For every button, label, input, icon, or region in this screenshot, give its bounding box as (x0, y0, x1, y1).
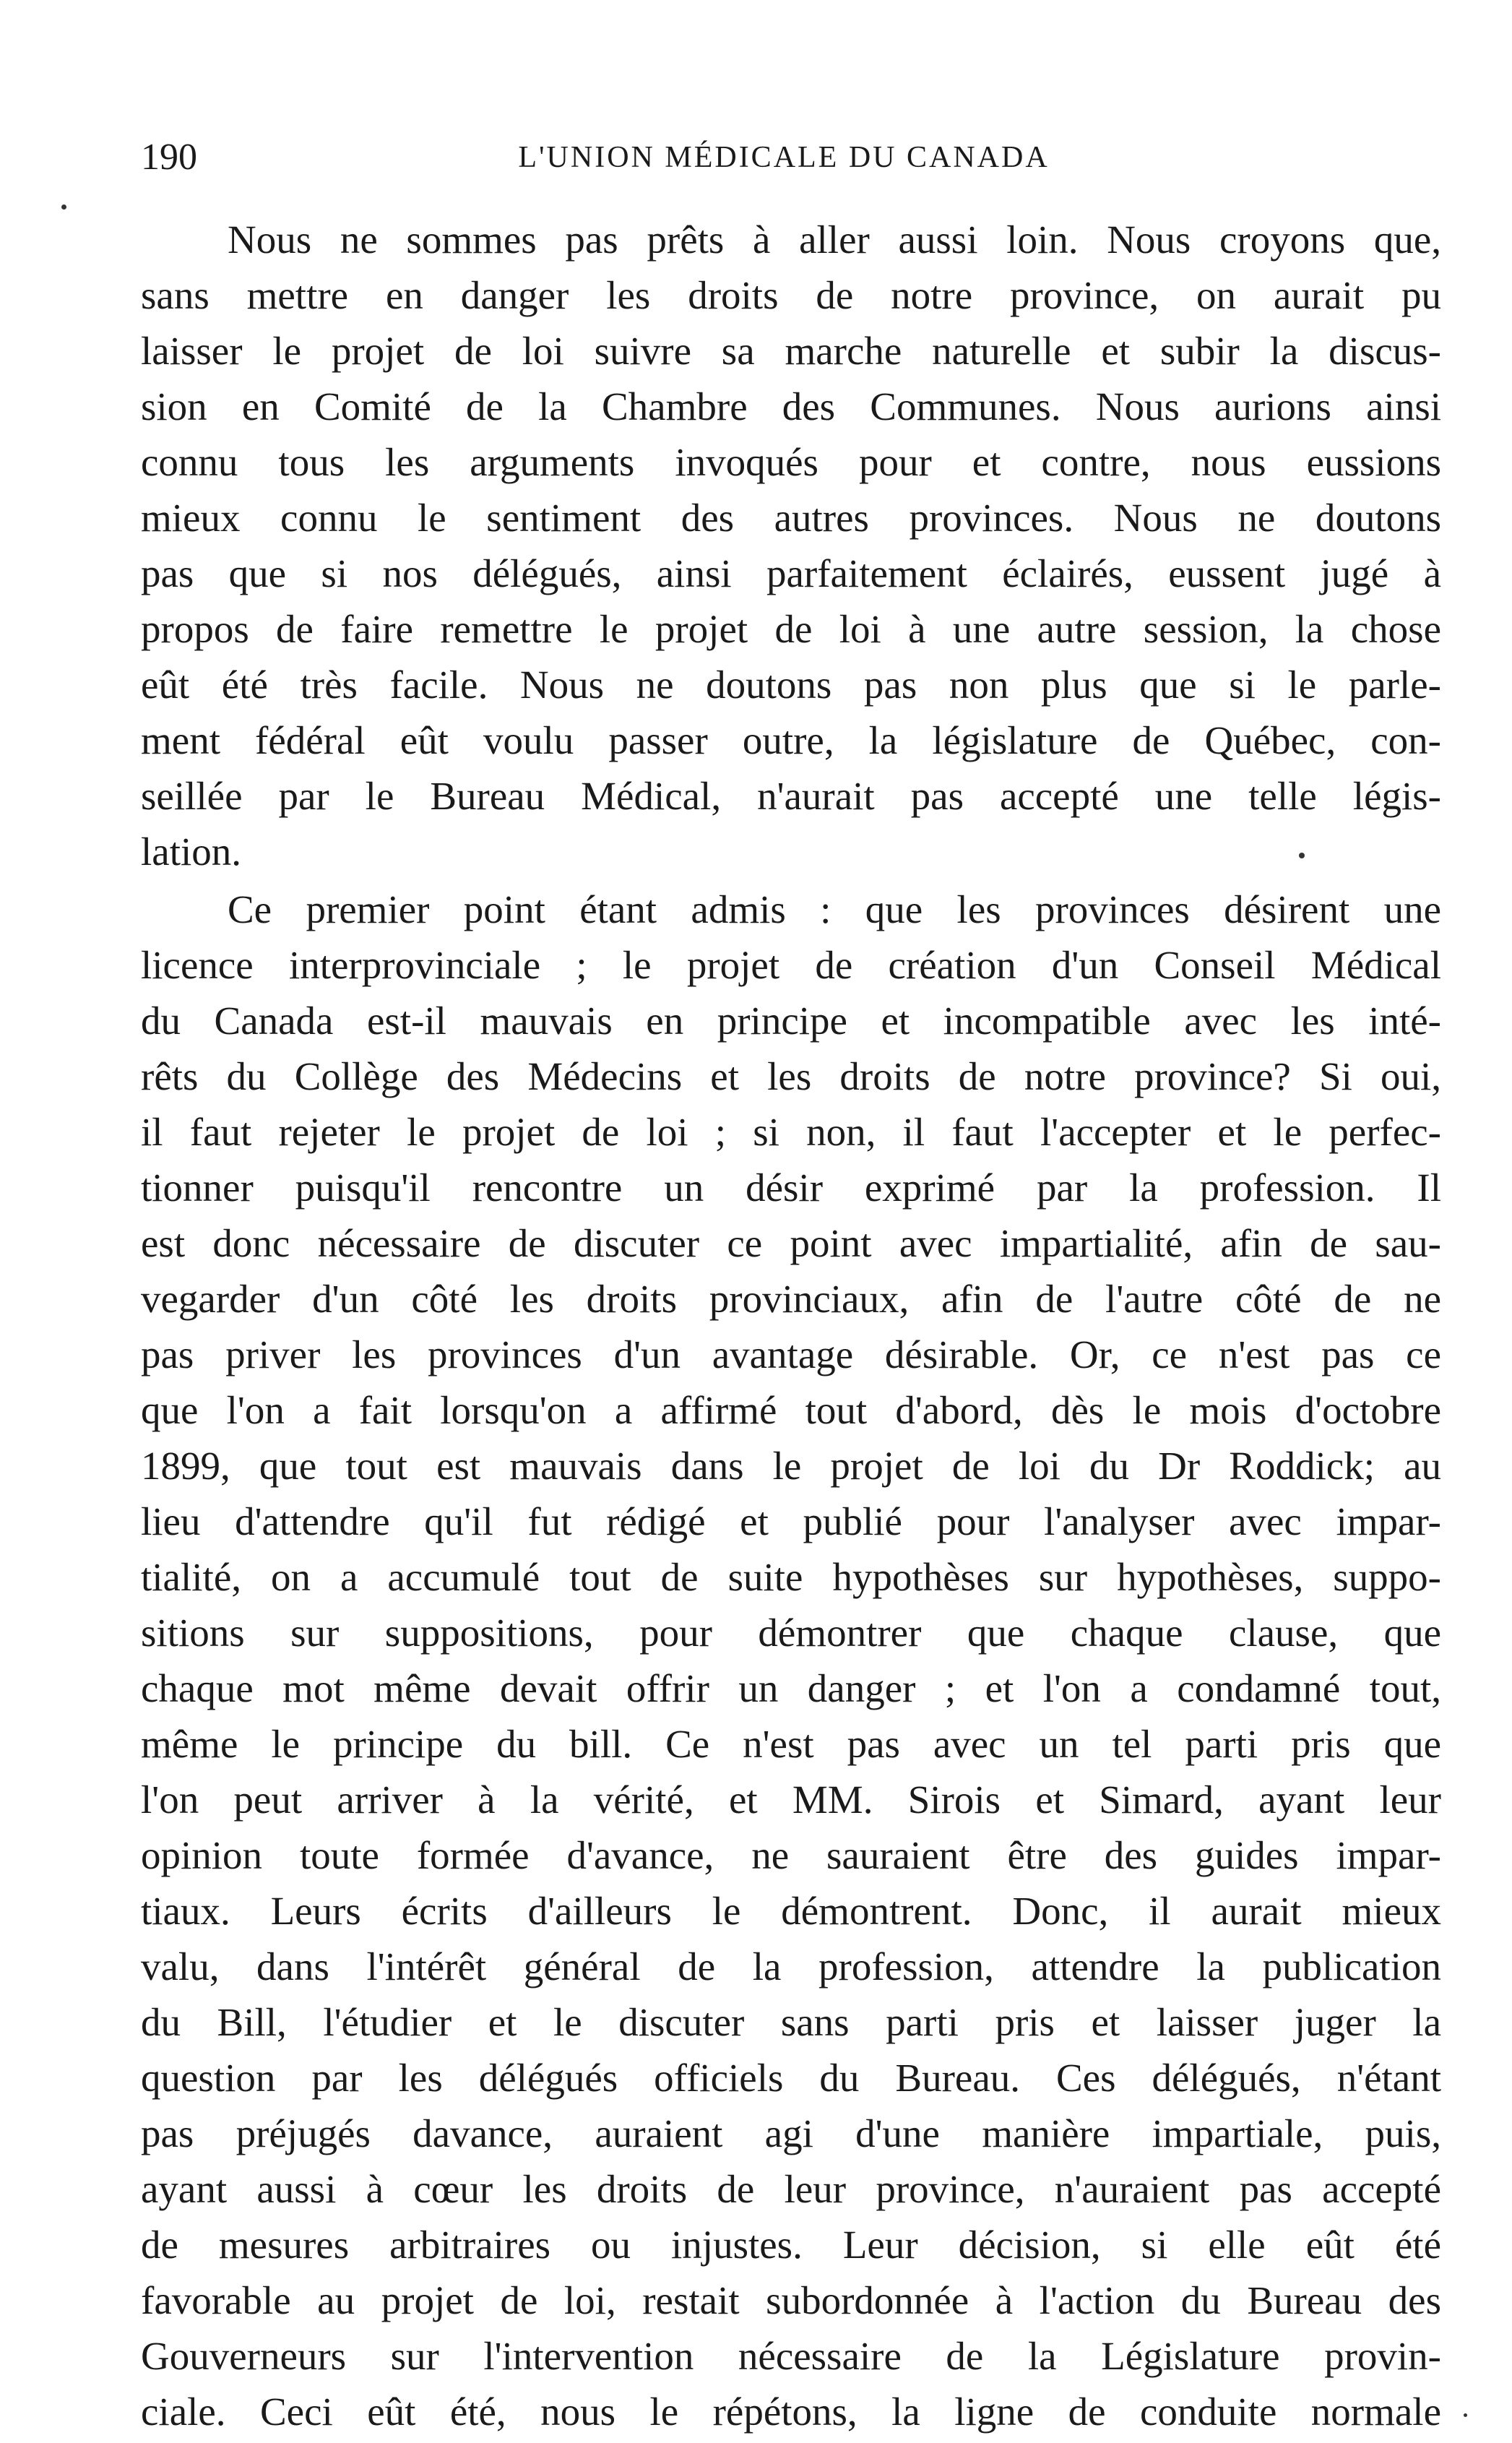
text-line: question par les délégués officiels du Bureau. Ces délégués, n'étant (141, 2056, 1441, 2100)
journal-title: L'UNION MÉDICALE DU CANADA (518, 141, 1050, 174)
text-line: il faut rejeter le projet de loi ; si non, il faut l'accepter et le perfec- (141, 1110, 1441, 1154)
text-line: sion en Comité de la Chambre des Communes. Nous aurions ainsi (141, 384, 1441, 428)
text-line: opinion toute formée d'avance, ne sauraient être des guides impar- (141, 1833, 1441, 1877)
text-line: favorable au projet de loi, restait subordonnée à l'action du Bureau des (141, 2278, 1441, 2322)
text-line: valu, dans l'intérêt général de la profession, attendre la publication (141, 1944, 1441, 1989)
paragraph-2 (141, 882, 1441, 2439)
text-line: pas priver les provinces d'un avantage désirable. Or, ce n'est pas ce (141, 1332, 1441, 1376)
text-line: ment fédéral eût voulu passer outre, la législature de Québec, con- (141, 718, 1441, 762)
text-line: Gouverneurs sur l'intervention nécessaire de la Législature provin- (141, 2334, 1441, 2378)
text-line: vegarder d'un côté les droits provinciaux, afin de l'autre côté de ne (141, 1277, 1441, 1321)
text-line: tiaux. Leurs écrits d'ailleurs le démontrent. Donc, il aurait mieux (141, 1889, 1441, 1933)
text-line: 1899, que tout est mauvais dans le projet de loi du Dr Roddick; au (141, 1444, 1441, 1488)
text-line: chaque mot même devait offrir un danger ; et l'on a condamné tout, (141, 1666, 1441, 1710)
text-line: même le principe du bill. Ce n'est pas avec un tel parti pris que (141, 1722, 1441, 1766)
paragraph-1 (141, 212, 1441, 879)
page-number: 190 (141, 137, 197, 178)
text-line: eût été très facile. Nous ne doutons pas non plus que si le parle- (141, 663, 1441, 707)
text-line: tionner puisqu'il rencontre un désir exprimé par la profession. Il (141, 1166, 1441, 1210)
text-line: du Canada est-il mauvais en principe et incompatible avec les inté- (141, 999, 1441, 1043)
text-line: pas que si nos délégués, ainsi parfaitement éclairés, eussent jugé à (141, 551, 1441, 595)
text-line: sitions sur suppositions, pour démontrer que chaque clause, que (141, 1611, 1441, 1655)
text-line: que l'on a fait lorsqu'on a affirmé tout d'abord, dès le mois d'octobre (141, 1388, 1441, 1432)
text-line: est donc nécessaire de discuter ce point avec impartialité, afin de sau- (141, 1221, 1441, 1265)
text-line: ciale. Ceci eût été, nous le répétons, la ligne de conduite normale (141, 2390, 1441, 2434)
text-line: rêts du Collège des Médecins et les droits de notre province? Si oui, (141, 1054, 1441, 1098)
text-line: licence interprovinciale ; le projet de création d'un Conseil Médical (141, 943, 1441, 987)
text-line: seillée par le Bureau Médical, n'aurait pas accepté une telle légis- (141, 774, 1441, 818)
text-line: lieu d'attendre qu'il fut rédigé et publié pour l'analyser avec impar- (141, 1499, 1441, 1543)
text-line: laisser le projet de loi suivre sa marche naturelle et subir la discus- (141, 329, 1441, 373)
text-line: connu tous les arguments invoqués pour et contre, nous eussions (141, 440, 1441, 484)
text-line: propos de faire remettre le projet de loi à une autre session, la chose (141, 607, 1441, 651)
text-line: sans mettre en danger les droits de notre province, on aurait pu (141, 273, 1441, 317)
text-line: tialité, on a accumulé tout de suite hypothèses sur hypothèses, suppo- (141, 1555, 1441, 1599)
text-line: du Bill, l'étudier et le discuter sans parti pris et laisser juger la (141, 2000, 1441, 2044)
text-line: mieux connu le sentiment des autres provinces. Nous ne doutons (141, 496, 1441, 540)
text-line: l'on peut arriver à la vérité, et MM. Sirois et Simard, ayant leur (141, 1778, 1441, 1822)
text-line: lation. (141, 830, 242, 874)
print-speck (1464, 2413, 1467, 2417)
print-speck (1299, 853, 1305, 858)
text-line: de mesures arbitraires ou injustes. Leur décision, si elle eût été (141, 2223, 1441, 2267)
text-line: ayant aussi à cœur les droits de leur province, n'auraient pas accepté (141, 2167, 1441, 2211)
text-line: Ce premier point étant admis : que les provinces désirent une (228, 887, 1441, 931)
text-line: pas préjugés davance, auraient agi d'une manière impartiale, puis, (141, 2111, 1441, 2155)
print-speck (61, 204, 66, 210)
running-head (141, 129, 1427, 186)
text-line: Nous ne sommes pas prêts à aller aussi loin. Nous croyons que, (228, 217, 1441, 262)
